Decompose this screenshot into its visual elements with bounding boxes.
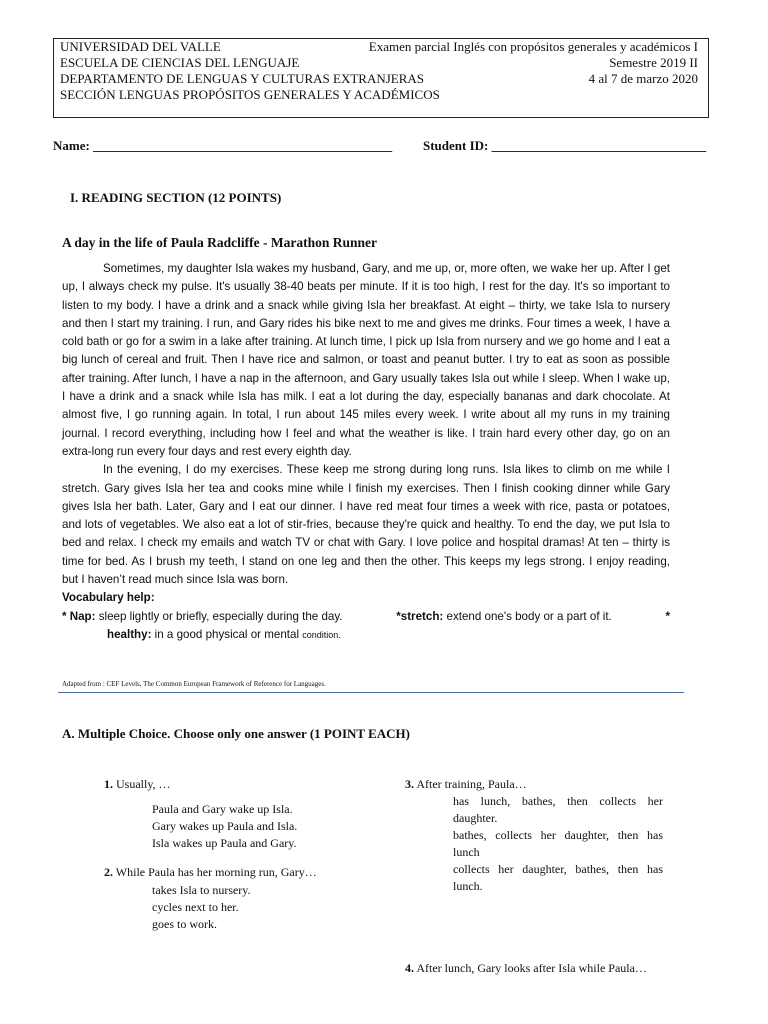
- name-field[interactable]: Name: ______________________________________________: [53, 138, 393, 153]
- department-name: DEPARTAMENTO DE LENGUAS Y CULTURAS EXTRANJERAS: [60, 71, 425, 86]
- checkbox-icon[interactable]: [126, 835, 152, 852]
- question-2-stem: While Paula has her morning run, Gary…: [113, 865, 317, 879]
- reading-paragraph-1: Sometimes, my daughter Isla wakes my husband, Gary, and me up, or, more often, we wake her up. After I get up, I always check my pulse. It's usually 38-40 beats per minute. If it is too high, I rest for the day. It's so important to listen to my body. I have a drink and a snack while giving Isla her breakfast. At eight – thirty, we take Isla to nursery and then I start my training. I run, and Gary rides his bike next to me and gives me drinks. Four times a week, I have a cold bath or go for a swim in a lake after training. At lunch time, I pick up Isla from nursery and we go home and I eat a big lunch of cereal and fruit. Then I have rice and salmon, or toast and peanut butter. I try to eat as soon as possible after training. After lunch, I have a nap in the afternoon, and Gary usually takes Isla out while I sleep. When I wake up, I have a drink and a snack while Isla has milk. I eat a lot during the day, especially bananas and dark chocolate. At almost five, I go running again. In total, I run about 145 miles every week. I write about all my runs in my training journal. I record everything, including how I feel and what the weather is like. I train hard every other day, go on an extra-long run every four days and rest every eighth day.: [62, 262, 670, 458]
- semester: Semestre 2019 II: [609, 55, 698, 70]
- checkbox-icon[interactable]: [126, 899, 152, 916]
- question-2-text: [104, 864, 364, 881]
- reading-paragraph-2: In the evening, I do my exercises. These keep me strong during long runs. Isla likes to climb on me while I stretch. Gary gives Isla her tea and cooks mine while I finish my exercises. Then I finish cooking dinner while Gary gives Isla her bath. Later, Gary and I eat our dinner. I have red meat four times a week with rice, pasta or potatoes, and lots of vegetables. We also eat a lot of stir-fries, because they're quick and healthy. To end the day, we put Isla to bed and relax. I check my emails and watch TV or chat with Gary. I love police and hospital dramas! At ten – thirty is time for bed. As I brush my teeth, I stand on one leg and then the other. This keeps my legs strong. I enjoy reading, but I haven’t read much since Isla was born.: [62, 463, 670, 587]
- checkbox-icon[interactable]: [427, 793, 453, 827]
- option-q1-c[interactable]: [126, 835, 344, 852]
- vocab-stretch-term: *stretch:: [396, 609, 444, 623]
- exam-dates: 4 al 7 de marzo 2020: [588, 71, 698, 86]
- checkbox-icon[interactable]: [126, 801, 152, 818]
- option-label: has lunch, bathes, then collects her daughter.: [453, 794, 663, 825]
- student-id-field[interactable]: Student ID: _________________________________: [423, 138, 707, 153]
- option-label: Paula and Gary wake up Isla.: [152, 802, 293, 816]
- question-3: [405, 776, 663, 895]
- option-q1-b[interactable]: [126, 818, 344, 835]
- question-4-stem: After lunch, Gary looks after Isla while Paula…: [414, 961, 647, 975]
- question-3-stem: After training, Paula…: [414, 777, 527, 791]
- checkbox-icon[interactable]: [126, 916, 152, 933]
- vocab-nap: [62, 608, 343, 626]
- question-4-number: 4.: [405, 961, 414, 975]
- option-label: collects her daughter, bathes, then has lunch.: [453, 862, 663, 893]
- question-1-text: [104, 776, 344, 793]
- checkbox-icon[interactable]: [427, 861, 453, 895]
- multiple-choice-heading: A. Multiple Choice. Choose only one answer (1 POINT EACH): [62, 726, 410, 741]
- vocab-healthy-term: healthy:: [107, 627, 152, 641]
- checkbox-icon[interactable]: [126, 818, 152, 835]
- vocab-stretch: [396, 608, 612, 626]
- divider: [58, 692, 684, 693]
- vocab-nap-term: * Nap:: [62, 609, 96, 623]
- option-q2-c[interactable]: [126, 916, 364, 933]
- reading-passage: [62, 260, 670, 644]
- checkbox-icon[interactable]: [427, 827, 453, 861]
- option-label: Gary wakes up Paula and Isla.: [152, 819, 298, 833]
- option-label: cycles next to her.: [152, 900, 239, 914]
- question-4: [405, 960, 661, 977]
- question-1: [104, 776, 344, 852]
- section-name: SECCIÓN LENGUAS PROPÓSITOS GENERALES Y ACADÉMICOS: [60, 87, 440, 102]
- option-q2-b[interactable]: [126, 899, 364, 916]
- question-1-stem: Usually, …: [113, 777, 171, 791]
- school-name: ESCUELA DE CIENCIAS DEL LENGUAJE: [60, 55, 300, 70]
- question-3-number: 3.: [405, 777, 414, 791]
- question-4-text: [405, 960, 661, 977]
- vocab-healthy-def: in a good physical or mental: [151, 627, 303, 641]
- source-citation: Adapted from : CEF Levels, The Common European Framework of Reference for Languages.: [62, 680, 326, 688]
- question-2-number: 2.: [104, 865, 113, 879]
- vocab-star: *: [665, 609, 670, 623]
- university-name: UNIVERSIDAD DEL VALLE: [60, 39, 221, 54]
- question-2: [104, 864, 364, 933]
- vocab-stretch-def: extend one's body or a part of it.: [443, 609, 612, 623]
- option-q3-b[interactable]: [427, 827, 663, 861]
- reading-title: A day in the life of Paula Radcliffe - Marathon Runner: [62, 235, 377, 250]
- question-3-text: [405, 776, 663, 793]
- exam-title: Examen parcial Inglés con propósitos generales y académicos I: [368, 39, 698, 54]
- option-label: Isla wakes up Paula and Gary.: [152, 836, 297, 850]
- checkbox-icon[interactable]: [126, 882, 152, 899]
- vocabulary-title: Vocabulary help:: [62, 591, 155, 605]
- vocabulary-line-1: [62, 608, 670, 626]
- option-label: bathes, collects her daughter, then has lunch: [453, 828, 663, 859]
- vocab-healthy-end: condition.: [302, 629, 341, 640]
- option-q3-c[interactable]: [427, 861, 663, 895]
- question-1-number: 1.: [104, 777, 113, 791]
- option-q1-a[interactable]: [126, 801, 344, 818]
- option-q3-a[interactable]: [427, 793, 663, 827]
- reading-section-heading: I. READING SECTION (12 POINTS): [70, 190, 282, 205]
- option-label: takes Isla to nursery.: [152, 883, 251, 897]
- vocab-nap-def: sleep lightly or briefly, especially during the day.: [95, 609, 343, 623]
- vocabulary-line-2: [62, 626, 670, 644]
- exam-header: [53, 38, 709, 118]
- option-label: goes to work.: [152, 917, 217, 931]
- option-q2-a[interactable]: [126, 882, 364, 899]
